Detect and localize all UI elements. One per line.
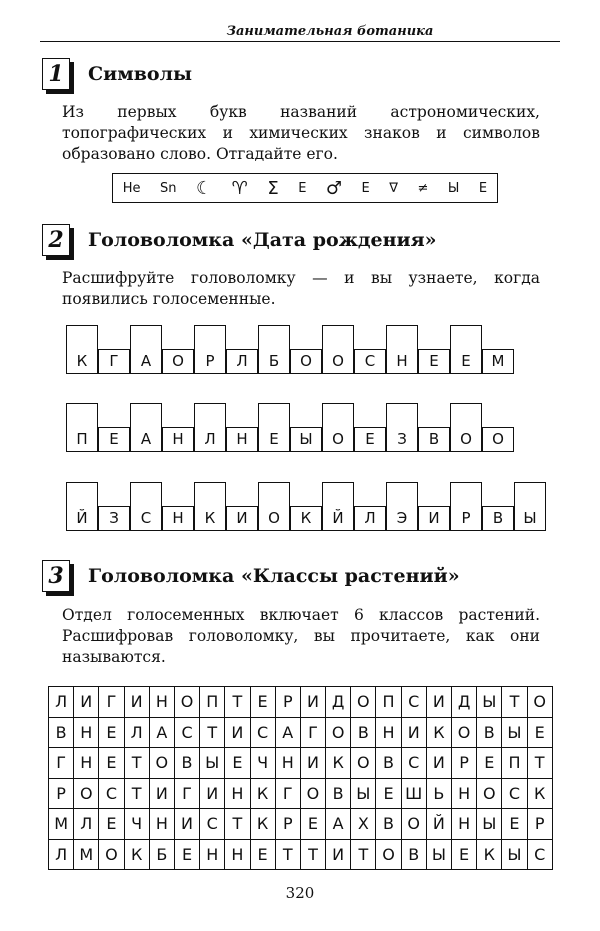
letter-grid — [48, 686, 553, 870]
grid-cell: Т — [301, 840, 326, 871]
grid-cell: К — [528, 779, 553, 810]
section-title: Символы — [88, 63, 193, 85]
grid-cell: Ы — [477, 687, 502, 718]
symbol: ♂ — [325, 177, 343, 199]
puzzle-cell: Л — [226, 349, 258, 374]
grid-cell: М — [74, 840, 99, 871]
grid-cell: О — [74, 779, 99, 810]
grid-cell: О — [150, 748, 175, 779]
grid-cell: К — [251, 809, 276, 840]
grid-cell: И — [125, 687, 150, 718]
grid-cell: В — [351, 718, 376, 749]
grid-cell: С — [402, 687, 427, 718]
grid-cell: Ч — [251, 748, 276, 779]
grid-cell: Г — [175, 779, 200, 810]
grid-cell: И — [150, 779, 175, 810]
grid-cell: О — [477, 779, 502, 810]
puzzle-cell: З — [386, 403, 418, 452]
puzzle-cell: Н — [162, 506, 194, 531]
section-2-heading — [42, 224, 437, 256]
grid-cell: Д — [326, 687, 351, 718]
grid-cell: Е — [99, 718, 124, 749]
grid-cell: Е — [376, 779, 401, 810]
grid-cell: Т — [351, 840, 376, 871]
grid-cell: Е — [301, 809, 326, 840]
grid-cell: Л — [49, 840, 74, 871]
grid-cell: Т — [125, 779, 150, 810]
grid-cell: Л — [125, 718, 150, 749]
grid-cell: Е — [175, 840, 200, 871]
grid-cell: Й — [427, 809, 452, 840]
grid-cell: О — [351, 687, 376, 718]
grid-cell: Ч — [125, 809, 150, 840]
puzzle-cell: Е — [98, 427, 130, 452]
grid-cell: Б — [150, 840, 175, 871]
grid-cell: Н — [150, 687, 175, 718]
grid-cell: А — [276, 718, 301, 749]
grid-cell: Л — [49, 687, 74, 718]
puzzle-cell: Й — [66, 482, 98, 531]
grid-cell: Ы — [477, 809, 502, 840]
grid-cell: Г — [301, 718, 326, 749]
puzzle-cell: О — [450, 403, 482, 452]
grid-cell: К — [326, 748, 351, 779]
grid-cell: А — [150, 718, 175, 749]
grid-cell: Н — [225, 779, 250, 810]
puzzle-cell: М — [482, 349, 514, 374]
grid-cell: К — [477, 840, 502, 871]
grid-cell: В — [326, 779, 351, 810]
puzzle-cell: П — [66, 403, 98, 452]
grid-cell: Е — [452, 840, 477, 871]
grid-cell: И — [427, 687, 452, 718]
grid-cell: В — [175, 748, 200, 779]
grid-cell: К — [125, 840, 150, 871]
grid-cell: Р — [49, 779, 74, 810]
puzzle-cell: Н — [162, 427, 194, 452]
section-number: 2 — [42, 224, 70, 256]
puzzle-cell: Р — [194, 325, 226, 374]
grid-cell: О — [528, 687, 553, 718]
grid-cell: Т — [528, 748, 553, 779]
symbol: ∇ — [389, 180, 398, 196]
grid-cell: И — [175, 809, 200, 840]
puzzle-cell: С — [130, 482, 162, 531]
grid-cell: Г — [99, 687, 124, 718]
section-number: 1 — [42, 58, 70, 90]
grid-cell: Р — [528, 809, 553, 840]
grid-cell: Ы — [502, 840, 527, 871]
puzzle-cell: Э — [386, 482, 418, 531]
puzzle-cell: Н — [386, 325, 418, 374]
section-title: Головоломка «Классы растений» — [88, 565, 460, 587]
grid-cell: С — [251, 718, 276, 749]
puzzle-cell: Й — [322, 482, 354, 531]
grid-cell: М — [49, 809, 74, 840]
grid-cell: П — [376, 687, 401, 718]
grid-cell: Н — [452, 809, 477, 840]
puzzle-cell: Е — [418, 349, 450, 374]
puzzle-cell: О — [322, 403, 354, 452]
symbol: ☾ — [196, 177, 213, 199]
grid-cell: С — [502, 779, 527, 810]
grid-cell: С — [402, 748, 427, 779]
section-2-text: Расшифруйте головоломку — и вы узнаете, когда появились голосеменные. — [62, 269, 540, 308]
symbol: ≠ — [417, 180, 429, 196]
grid-cell: В — [49, 718, 74, 749]
puzzle-cell: К — [66, 325, 98, 374]
symbols-box — [112, 173, 498, 203]
grid-cell: Ы — [200, 748, 225, 779]
grid-cell: О — [99, 840, 124, 871]
section-1-heading — [42, 58, 192, 90]
puzzle-cell: Е — [258, 403, 290, 452]
grid-cell: С — [175, 718, 200, 749]
grid-cell: Ы — [502, 718, 527, 749]
grid-cell: О — [326, 718, 351, 749]
grid-cell: О — [301, 779, 326, 810]
puzzle-cell: Ы — [514, 482, 546, 531]
grid-cell: В — [376, 809, 401, 840]
grid-cell: Т — [225, 687, 250, 718]
grid-cell: Ы — [351, 779, 376, 810]
puzzle-cell: И — [418, 506, 450, 531]
grid-cell: И — [301, 748, 326, 779]
puzzle-cell: О — [322, 325, 354, 374]
grid-cell: Г — [49, 748, 74, 779]
grid-cell: Т — [276, 840, 301, 871]
puzzle-cell: В — [482, 506, 514, 531]
puzzle-cell: Б — [258, 325, 290, 374]
puzzle-cell: К — [290, 506, 322, 531]
grid-cell: П — [502, 748, 527, 779]
grid-cell: Ы — [427, 840, 452, 871]
section-number: 3 — [42, 560, 70, 592]
section-3-text: Отдел голосеменных включает 6 классов растений. Расшифровав головоломку, вы прочитаете, как они называются. — [62, 606, 540, 666]
puzzle-cell: И — [226, 506, 258, 531]
symbol: Е — [361, 180, 370, 196]
puzzle-cell: О — [162, 349, 194, 374]
grid-cell: О — [376, 840, 401, 871]
grid-cell: И — [225, 718, 250, 749]
grid-cell: Р — [276, 809, 301, 840]
grid-cell: Е — [225, 748, 250, 779]
grid-cell: Е — [528, 718, 553, 749]
grid-cell: О — [351, 748, 376, 779]
puzzle-cell: Е — [354, 427, 386, 452]
grid-cell: Л — [74, 809, 99, 840]
grid-cell: Е — [251, 687, 276, 718]
puzzle-cell: В — [418, 427, 450, 452]
puzzle-cell: А — [130, 403, 162, 452]
grid-cell: С — [528, 840, 553, 871]
symbol: He — [122, 180, 141, 196]
grid-cell: Е — [99, 748, 124, 779]
grid-cell: Т — [125, 748, 150, 779]
section-1-text: Из первых букв названий астрономических, топографических и химических знаков и символов образовано слово. Отгадайте его. — [62, 103, 540, 163]
grid-cell: К — [251, 779, 276, 810]
running-header-text: Занимательная ботаника — [226, 24, 434, 39]
grid-cell: Т — [502, 687, 527, 718]
grid-cell: Н — [376, 718, 401, 749]
grid-cell: Н — [225, 840, 250, 871]
grid-cell: С — [99, 779, 124, 810]
grid-cell: Р — [276, 687, 301, 718]
puzzle-cell: Н — [226, 427, 258, 452]
grid-cell: Е — [477, 748, 502, 779]
grid-cell: Е — [502, 809, 527, 840]
grid-cell: Н — [276, 748, 301, 779]
grid-cell: С — [200, 809, 225, 840]
grid-cell: И — [200, 779, 225, 810]
grid-cell: Г — [276, 779, 301, 810]
grid-cell: К — [427, 718, 452, 749]
grid-cell: В — [376, 748, 401, 779]
grid-cell: И — [427, 748, 452, 779]
symbol: Σ — [267, 177, 279, 199]
section-title: Головоломка «Дата рождения» — [88, 229, 437, 251]
puzzle-cell: О — [258, 482, 290, 531]
running-header — [40, 24, 560, 42]
puzzle-cell: Ы — [290, 427, 322, 452]
puzzle-cell: О — [482, 427, 514, 452]
puzzle-cell: А — [130, 325, 162, 374]
grid-cell: И — [74, 687, 99, 718]
grid-cell: Т — [225, 809, 250, 840]
puzzle-cell: К — [194, 482, 226, 531]
puzzle-cell: Л — [354, 506, 386, 531]
grid-cell: В — [402, 840, 427, 871]
grid-cell: П — [200, 687, 225, 718]
grid-cell: О — [175, 687, 200, 718]
symbol: Е — [478, 180, 488, 196]
grid-cell: Р — [452, 748, 477, 779]
grid-cell: О — [452, 718, 477, 749]
page-number: 320 — [285, 884, 315, 902]
symbol: Е — [298, 180, 307, 196]
grid-cell: Т — [200, 718, 225, 749]
grid-cell: И — [326, 840, 351, 871]
puzzle-cell: С — [354, 349, 386, 374]
symbol: Sn — [160, 180, 177, 196]
puzzle-cell: Е — [450, 325, 482, 374]
grid-cell: Х — [351, 809, 376, 840]
grid-cell: Н — [200, 840, 225, 871]
grid-cell: Ь — [427, 779, 452, 810]
grid-cell: Е — [251, 840, 276, 871]
grid-cell: Н — [150, 809, 175, 840]
puzzle-cell: Р — [450, 482, 482, 531]
grid-cell: Е — [99, 809, 124, 840]
grid-cell: Н — [74, 748, 99, 779]
grid-cell: И — [301, 687, 326, 718]
grid-cell: Н — [74, 718, 99, 749]
grid-cell: И — [402, 718, 427, 749]
grid-cell: А — [326, 809, 351, 840]
puzzle-cell: Л — [194, 403, 226, 452]
grid-cell: В — [477, 718, 502, 749]
puzzle-cell: Г — [98, 349, 130, 374]
section-3-heading — [42, 560, 460, 592]
grid-cell: Д — [452, 687, 477, 718]
grid-cell: Ш — [402, 779, 427, 810]
puzzle-cell: З — [98, 506, 130, 531]
puzzle-cell: О — [290, 349, 322, 374]
symbol: Ы — [447, 180, 460, 196]
symbol: ♈ — [231, 177, 248, 199]
grid-cell: Н — [452, 779, 477, 810]
grid-cell: О — [402, 809, 427, 840]
